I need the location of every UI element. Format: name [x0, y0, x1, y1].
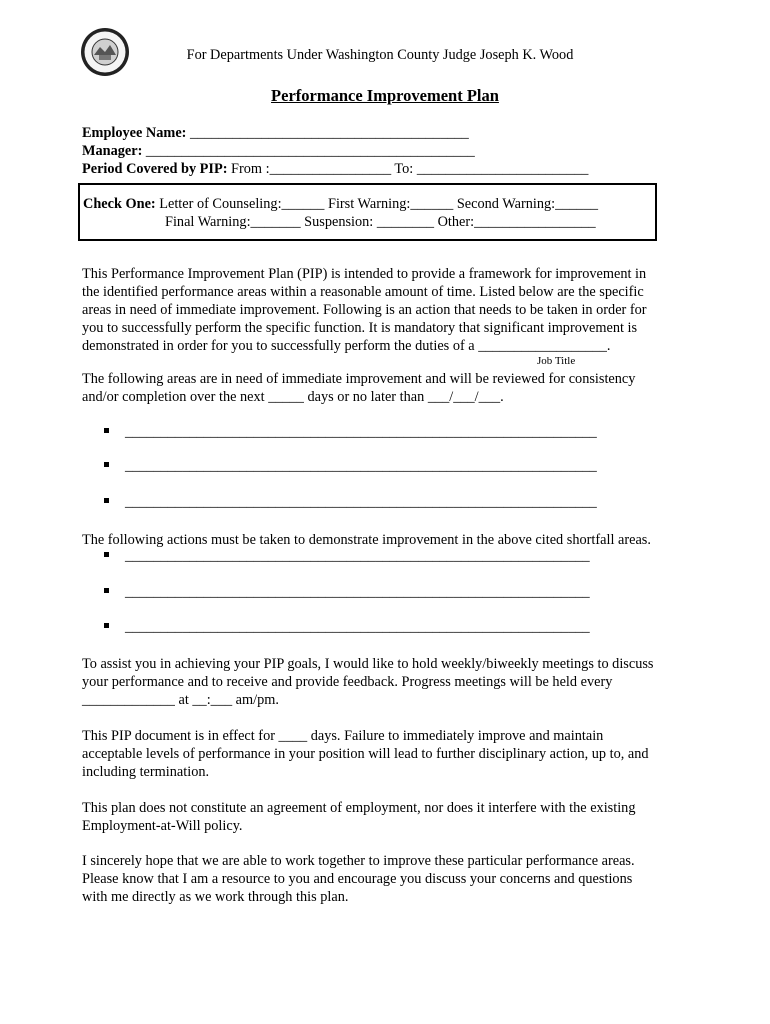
- text-line: acceptable levels of performance in your position will lead to further disciplinary action, up to, and: [82, 746, 649, 762]
- text-line: This PIP document is in effect for ____ days. Failure to immediately improve and maintain: [82, 728, 604, 744]
- check-line-1[interactable]: [83, 195, 598, 213]
- check-one-box: [78, 183, 657, 241]
- actions-heading: [82, 531, 702, 549]
- manager-blank[interactable]: ______________________________________________: [142, 143, 475, 159]
- text-line: To assist you in achieving your PIP goals, I would like to hold weekly/biweekly meetings to discuss: [82, 656, 654, 672]
- text-line: Employment-at-Will policy.: [82, 818, 243, 834]
- job-title-line[interactable]: demonstrated in order for you to successfully perform the duties of a __________________.: [82, 338, 611, 354]
- text-line: This Performance Improvement Plan (PIP) is intended to provide a framework for improvement in: [82, 266, 647, 282]
- action-item-3[interactable]: [104, 619, 590, 636]
- action-blank[interactable]: _________________________________________________________________: [125, 584, 590, 600]
- improvement-blank[interactable]: __________________________________________________________________: [125, 424, 597, 440]
- text-line: including termination.: [82, 764, 210, 780]
- timeframe-line[interactable]: and/or completion over the next _____ days or no later than ___/___/___.: [82, 389, 504, 405]
- text-line: with me directly as we work through this plan.: [82, 889, 349, 905]
- improvement-area-3[interactable]: [104, 494, 597, 511]
- text-line: Please know that I am a resource to you and encourage you discuss your concerns and questions: [82, 871, 633, 887]
- period-blanks[interactable]: From :_________________ To: ________________________: [227, 161, 589, 177]
- meeting-time-line[interactable]: _____________ at __:___ am/pm.: [82, 692, 279, 708]
- bullet-icon: [104, 623, 109, 628]
- meetings-paragraph: [82, 655, 692, 709]
- intro-paragraph: [82, 265, 692, 355]
- header-line: For Departments Under Washington County Judge Joseph K. Wood: [186, 47, 574, 63]
- check-options-1[interactable]: Letter of Counseling:______ First Warning:______ Second Warning:______: [155, 196, 598, 212]
- employee-name-blank[interactable]: _______________________________________: [186, 125, 469, 141]
- manager-label: Manager:: [82, 143, 143, 159]
- improvement-blank[interactable]: __________________________________________________________________: [125, 458, 597, 474]
- check-options-2[interactable]: Final Warning:_______ Suspension: ________ Other:_________________: [165, 214, 596, 230]
- period-label: Period Covered by PIP:: [82, 161, 228, 177]
- bullet-icon: [104, 552, 109, 557]
- text-line: This plan does not constitute an agreement of employment, nor does it interfere with the existing: [82, 800, 636, 816]
- bullet-icon: [104, 462, 109, 467]
- page-title: Performance Improvement Plan: [271, 86, 499, 105]
- improvement-blank[interactable]: __________________________________________________________________: [125, 494, 597, 510]
- text-line: your performance and to receive and provide feedback. Progress meetings will be held every: [82, 674, 613, 690]
- closing-paragraph: [82, 852, 692, 906]
- bullet-icon: [104, 498, 109, 503]
- job-title-caption: Job Title: [537, 355, 576, 367]
- employee-name-label: Employee Name:: [82, 125, 187, 141]
- text-line: you to successfully perform the specific function. It is mandatory that significant improvement is: [82, 320, 638, 336]
- manager-field[interactable]: [82, 142, 588, 160]
- action-blank[interactable]: _________________________________________________________________: [125, 548, 590, 564]
- text-line: The following actions must be taken to demonstrate improvement in the above cited shortfall areas.: [82, 532, 651, 548]
- check-one-label: Check One:: [83, 196, 156, 212]
- text-line: The following areas are in need of immediate improvement and will be reviewed for consistency: [82, 371, 636, 387]
- text-line: the identified performance areas within a reasonable amount of time. Listed below are the specific: [82, 284, 644, 300]
- employee-name-field[interactable]: [82, 124, 588, 142]
- text-line: I sincerely hope that we are able to work together to improve these particular performance areas.: [82, 853, 635, 869]
- bullet-icon: [104, 428, 109, 433]
- effect-paragraph: [82, 727, 692, 781]
- period-field[interactable]: [82, 160, 588, 178]
- improvement-area-2[interactable]: [104, 458, 597, 475]
- bullet-icon: [104, 588, 109, 593]
- areas-paragraph: [82, 370, 692, 406]
- text-line: areas in need of immediate improvement. Following is an action that needs to be taken in order for: [82, 302, 647, 318]
- employee-fields: [82, 124, 588, 178]
- action-blank[interactable]: _________________________________________________________________: [125, 619, 590, 635]
- improvement-area-1[interactable]: [104, 424, 597, 441]
- action-item-1[interactable]: [104, 548, 590, 565]
- agreement-paragraph: [82, 799, 692, 835]
- action-item-2[interactable]: [104, 584, 590, 601]
